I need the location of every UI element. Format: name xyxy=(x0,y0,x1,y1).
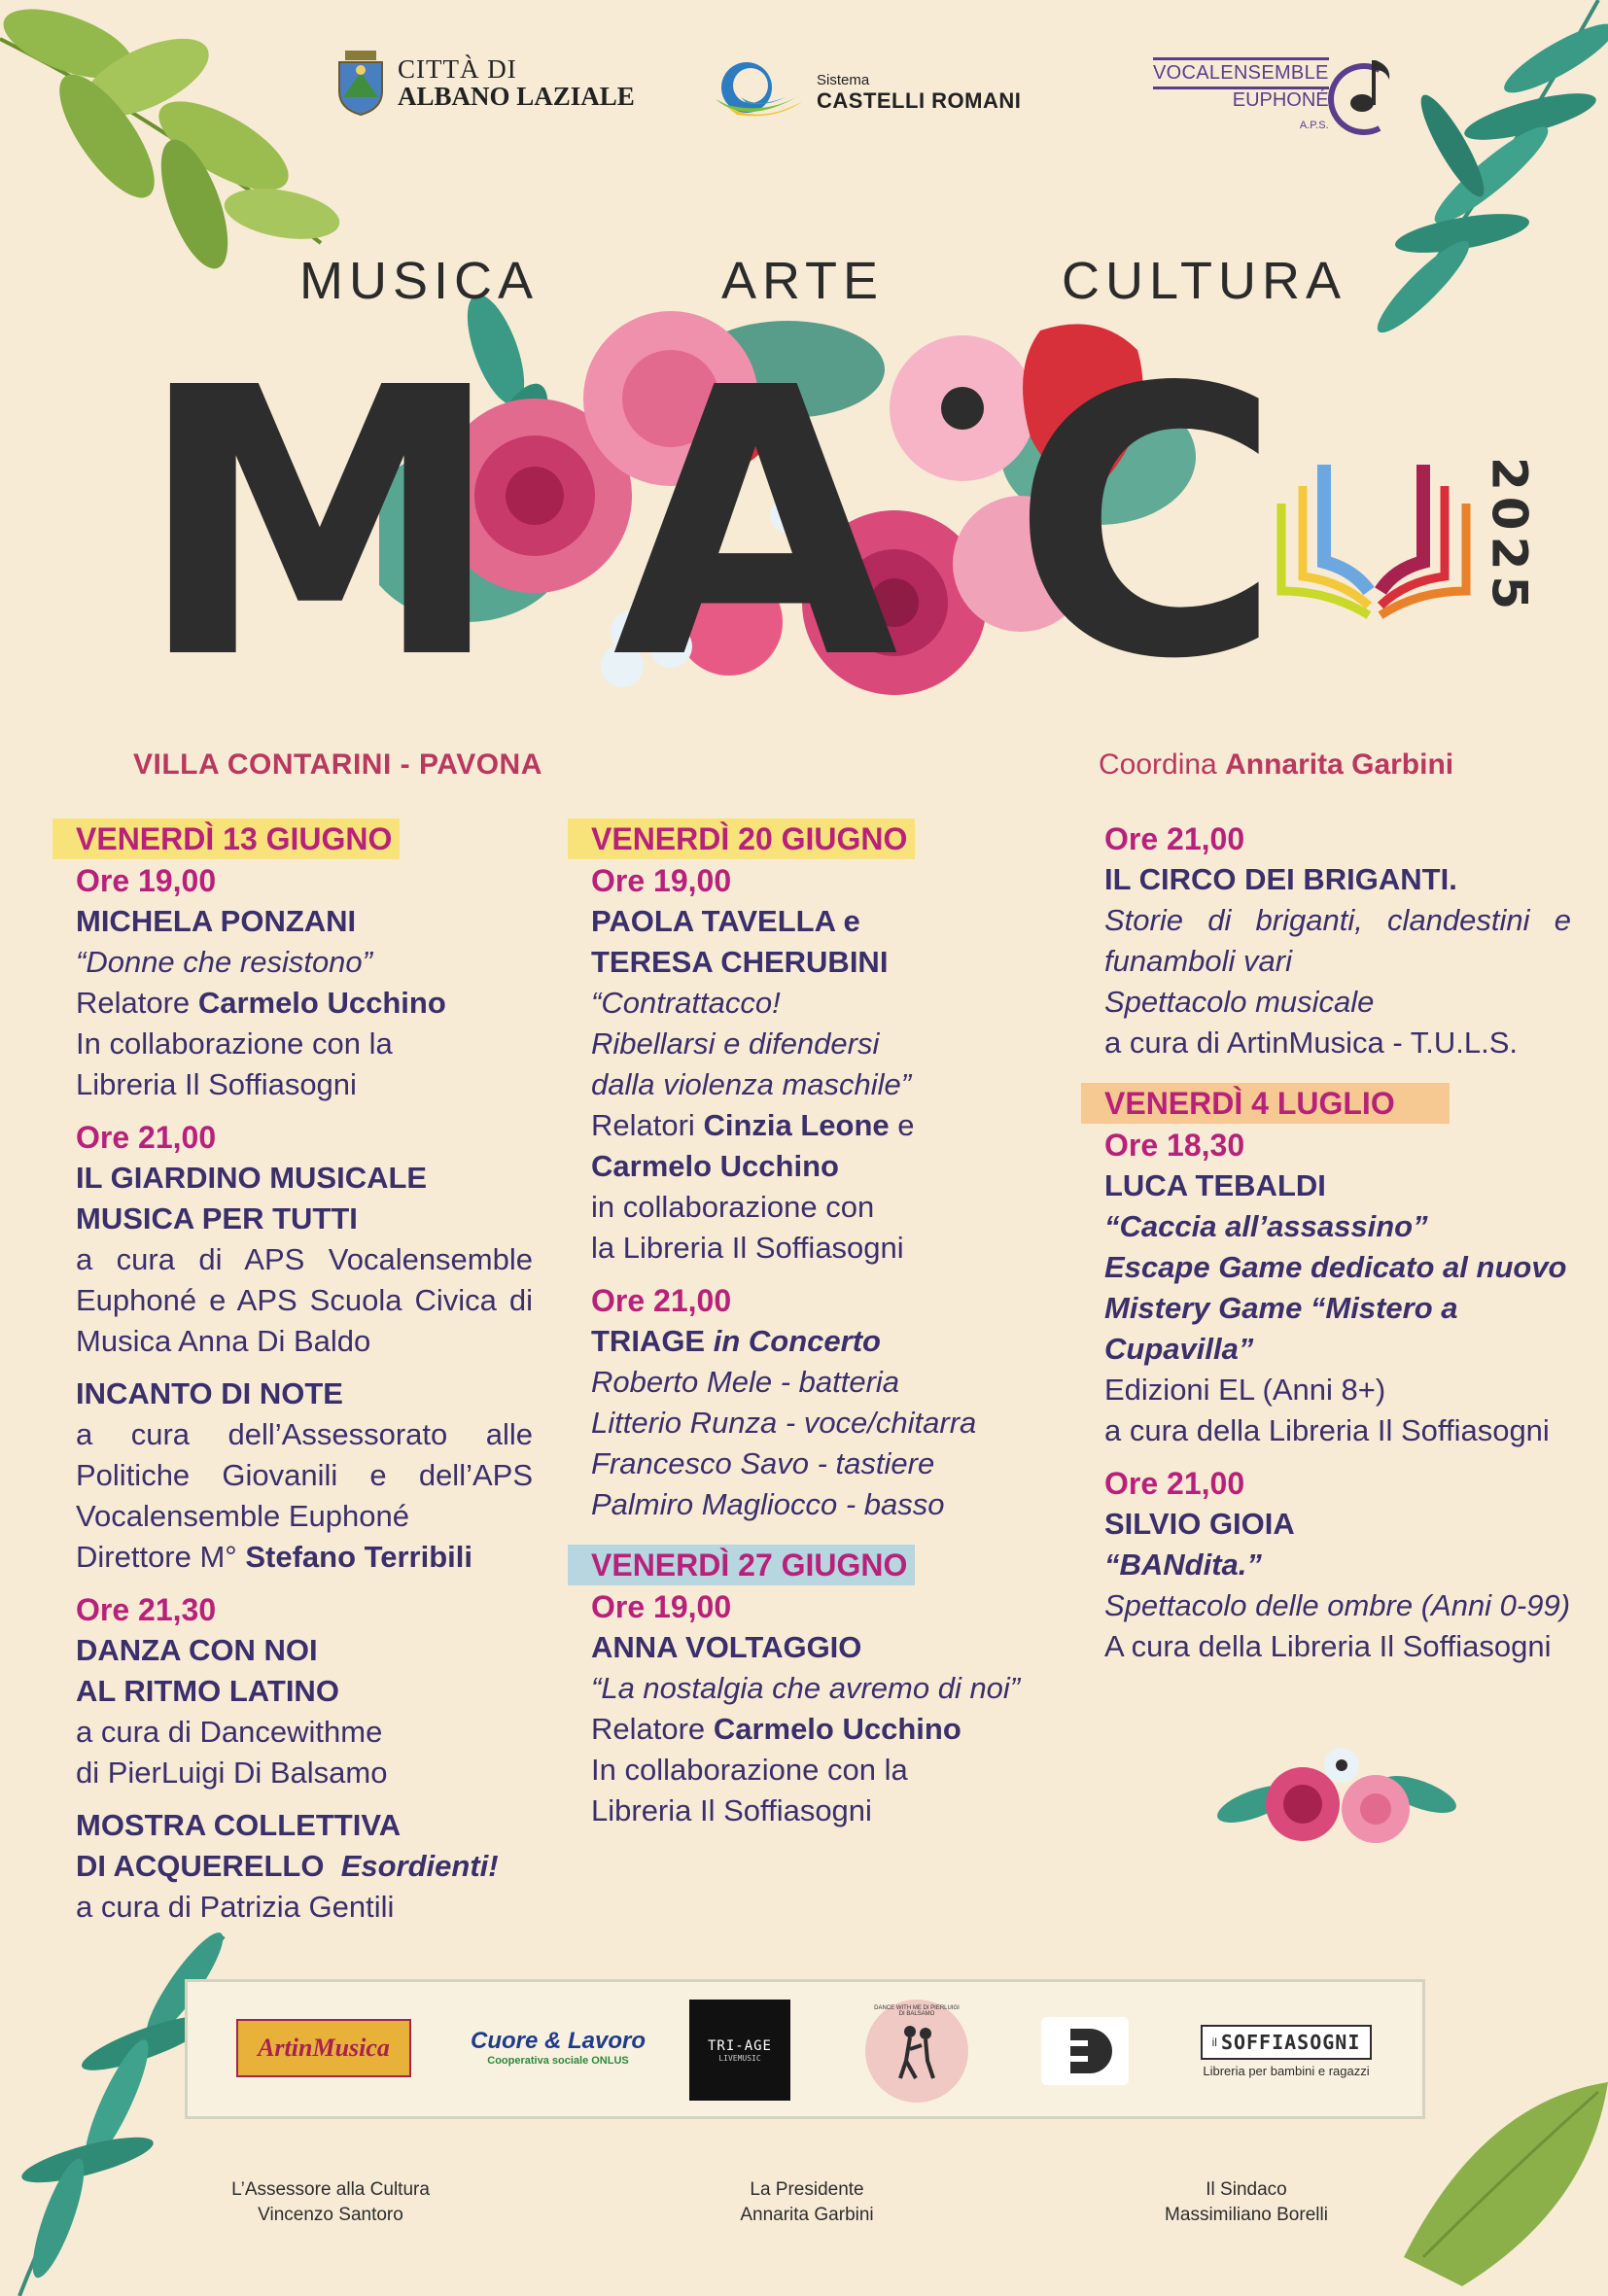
event-title: TERESA CHERUBINI xyxy=(591,945,889,979)
event-speaker xyxy=(591,1709,1058,1750)
vocal-line3: A.P.S. xyxy=(1299,120,1329,131)
event-collab: In collaborazione con la xyxy=(76,1026,393,1061)
open-book-icon xyxy=(1272,445,1486,630)
program-column-1 xyxy=(76,818,533,1928)
sistema-line2: CASTELLI ROMANI xyxy=(817,87,1022,113)
event-subtitle: funamboli vari xyxy=(1104,944,1292,978)
band-member: Roberto Mele - batteria xyxy=(591,1365,900,1399)
event-subtitle: Spettacolo musicale xyxy=(1104,985,1375,1019)
cuore-lavoro-logo xyxy=(466,2015,650,2079)
event-title: IL GIARDINO MUSICALE xyxy=(76,1161,428,1195)
tagline-musica: MUSICA xyxy=(299,252,540,310)
speaker-name: Cinzia Leone xyxy=(703,1108,890,1142)
signature-assessore xyxy=(185,2177,476,2228)
day-heading: VENERDÌ 27 GIUGNO xyxy=(568,1545,915,1585)
event-subtitle: Escape Game dedicato al nuovo xyxy=(1104,1250,1567,1284)
dance-circle xyxy=(865,2000,968,2103)
event-title: LUCA TEBALDI xyxy=(1104,1168,1326,1202)
tagline-arte: ARTE xyxy=(721,252,885,310)
event-subtitle: Spettacolo delle ombre (Anni 0-99) xyxy=(1104,1588,1571,1622)
event-time: Ore 19,00 xyxy=(76,863,217,898)
director-name: Stefano Terribili xyxy=(245,1540,473,1574)
castelli-swirl-icon xyxy=(708,58,805,126)
signature-sindaco xyxy=(1101,2177,1392,2228)
partner-logo-d xyxy=(1031,2007,1138,2095)
event-subtitle: “BANdita.” xyxy=(1104,1548,1262,1582)
speaker-prefix: Relatori xyxy=(591,1108,695,1142)
event-desc: Vocalensemble Euphoné xyxy=(76,1499,409,1533)
day-heading: VENERDÌ 20 GIUGNO xyxy=(568,818,915,859)
signature-name: Massimiliano Borelli xyxy=(1165,2205,1328,2225)
soffi-subtext: Libreria per bambini e ragazzi xyxy=(1203,2063,1370,2078)
event-desc: a cura di APS Vocalensemble xyxy=(76,1242,533,1276)
speaker-and: e xyxy=(897,1108,915,1142)
city-crest-icon xyxy=(335,49,386,117)
event-title: MICHELA PONZANI xyxy=(76,904,357,938)
title-letter-a: A xyxy=(612,309,899,740)
event-desc: a cura dell’Assessorato alle xyxy=(76,1417,533,1451)
event-subtitle: dalla violenza maschile” xyxy=(591,1067,912,1101)
event-time: Ore 19,00 xyxy=(591,863,732,898)
soffi-pre: il xyxy=(1211,2035,1217,2049)
sistema-castelli-romani-logo xyxy=(708,58,1021,126)
event-desc: a cura di Patrizia Gentili xyxy=(76,1890,395,1924)
exhibit-title: DI ACQUERELLO xyxy=(76,1849,325,1883)
triage-text: TRI-AGE xyxy=(707,2037,772,2054)
event-desc: a cura di ArtinMusica - T.U.L.S. xyxy=(1104,1026,1518,1060)
event-time: Ore 19,00 xyxy=(591,1589,732,1624)
albano-line2: ALBANO LAZIALE xyxy=(398,82,635,111)
program-column-2 xyxy=(591,818,1058,1831)
event-time: Ore 21,00 xyxy=(591,1283,732,1318)
event-desc: a cura della Libreria Il Soffiasogni xyxy=(1104,1413,1550,1447)
albano-line1: CITTÀ DI xyxy=(398,53,517,84)
event-desc: Euphoné e APS Scuola Civica di xyxy=(76,1283,533,1317)
director-prefix: Direttore M° xyxy=(76,1540,237,1574)
event-desc: A cura della Libreria Il Soffiasogni xyxy=(1104,1629,1552,1663)
event-title: INCANTO DI NOTE xyxy=(76,1376,343,1410)
event-title: IL CIRCO DEI BRIGANTI. xyxy=(1104,862,1457,896)
year-2025: 2025 xyxy=(1481,457,1538,616)
event-collab: In collaborazione con la xyxy=(591,1753,908,1787)
band-name: TRIAGE xyxy=(591,1324,706,1358)
vocalensemble-euphone-logo xyxy=(1153,51,1399,138)
event-title: MOSTRA COLLETTIVA xyxy=(76,1808,402,1842)
event-desc: a cura di Dancewithme xyxy=(76,1715,383,1749)
signature-role: La Presidente xyxy=(750,2179,864,2200)
band-member: Litterio Runza - voce/chitarra xyxy=(591,1406,977,1440)
signature-name: Annarita Garbini xyxy=(740,2205,874,2225)
event-time: Ore 21,00 xyxy=(1104,821,1245,856)
event-time: Ore 21,30 xyxy=(76,1592,217,1627)
cuore-subtext: Cooperativa sociale ONLUS xyxy=(487,2055,629,2067)
event-speakers xyxy=(591,1105,1058,1146)
event-title xyxy=(591,1321,1058,1362)
albano-laziale-logo xyxy=(335,49,635,117)
event-director xyxy=(76,1537,533,1578)
title-letter-c: C xyxy=(1011,309,1282,740)
event-title: PAOLA TAVELLA e xyxy=(591,904,860,938)
coordinator-name: Annarita Garbini xyxy=(1225,748,1454,781)
event-time: Ore 21,00 xyxy=(1104,1466,1245,1501)
soffi-text: SOFFIASOGNI xyxy=(1220,2030,1361,2054)
event-time: Ore 18,30 xyxy=(1104,1128,1245,1163)
band-tag: in Concerto xyxy=(713,1324,881,1358)
speaker-prefix: Relatore xyxy=(591,1712,706,1746)
vocal-line2: EUPHONÉ xyxy=(1232,89,1329,111)
event-collab: Libreria Il Soffiasogni xyxy=(591,1793,872,1827)
event-collab: in collaborazione con xyxy=(591,1190,875,1224)
leaf-branch-top-left xyxy=(0,0,350,292)
speaker-name: Carmelo Ucchino xyxy=(197,986,446,1020)
signature-role: Il Sindaco xyxy=(1206,2179,1287,2200)
coordinator-prefix: Coordina xyxy=(1099,748,1217,781)
band-member: Francesco Savo - tastiere xyxy=(591,1446,935,1480)
event-title: MUSICA PER TUTTI xyxy=(76,1201,358,1235)
dancers-icon xyxy=(892,2022,941,2080)
signature-presidente xyxy=(661,2177,953,2228)
signature-name: Vincenzo Santoro xyxy=(258,2205,403,2225)
triage-subtext: LIVEMUSIC xyxy=(718,2053,761,2063)
artinmusica-text: ArtinMusica xyxy=(258,2034,390,2062)
location-label: VILLA CONTARINI - PAVONA xyxy=(133,748,542,781)
dancewithme-logo xyxy=(856,2000,977,2103)
event-title xyxy=(76,1846,533,1887)
event-desc: Edizioni EL (Anni 8+) xyxy=(1104,1373,1386,1407)
event-collab: la Libreria Il Soffiasogni xyxy=(591,1231,904,1265)
partner-d-icon xyxy=(1041,2017,1129,2085)
signature-role: L’Assessore alla Cultura xyxy=(231,2179,430,2200)
sponsor-strip xyxy=(185,1979,1425,2119)
event-title: SILVIO GIOIA xyxy=(1104,1507,1295,1541)
exhibit-tag: Esordienti! xyxy=(340,1849,499,1883)
event-subtitle: “Caccia all’assassino” xyxy=(1104,1209,1428,1243)
day-heading: VENERDÌ 13 GIUGNO xyxy=(52,818,400,859)
soffiasogni-logo xyxy=(1199,2007,1374,2095)
small-roses-image xyxy=(1215,1736,1458,1862)
speaker-name: Carmelo Ucchino xyxy=(591,1149,839,1183)
event-subtitle: Mistery Game “Mistero a Cupavilla” xyxy=(1104,1291,1458,1366)
music-note-icon xyxy=(1321,51,1399,138)
event-title: DANZA CON NOI xyxy=(76,1633,318,1667)
program-column-3 xyxy=(1104,818,1571,1667)
event-desc: Politiche Giovanili e dell’APS xyxy=(76,1458,533,1492)
event-subtitle: Ribellarsi e difendersi xyxy=(591,1026,880,1061)
event-desc: Musica Anna Di Baldo xyxy=(76,1324,371,1358)
event-title: ANNA VOLTAGGIO xyxy=(591,1630,862,1664)
vocal-line1: VOCALENSEMBLE xyxy=(1153,57,1329,89)
sistema-line1: Sistema xyxy=(817,71,870,88)
event-subtitle: “La nostalgia che avremo di noi” xyxy=(591,1671,1021,1705)
speaker-prefix: Relatore xyxy=(76,986,191,1020)
speaker-name: Carmelo Ucchino xyxy=(713,1712,961,1746)
leaf-branch-top-right xyxy=(1365,0,1608,350)
band-member: Palmiro Magliocco - basso xyxy=(591,1487,945,1521)
event-collab: Libreria Il Soffiasogni xyxy=(76,1067,357,1101)
coordinator-line xyxy=(1099,748,1453,782)
event-subtitle: “Donne che resistono” xyxy=(76,945,372,979)
event-time: Ore 21,00 xyxy=(76,1120,217,1155)
triage-logo xyxy=(689,2000,790,2101)
tagline-cultura: CULTURA xyxy=(1062,252,1347,310)
event-subtitle: “Contrattacco! xyxy=(591,986,781,1020)
event-speaker xyxy=(76,983,533,1024)
cuore-text: Cuore & Lavoro xyxy=(470,2028,647,2054)
day-heading: VENERDÌ 4 LUGLIO xyxy=(1081,1083,1450,1124)
artinmusica-logo xyxy=(236,2019,411,2077)
event-title: AL RITMO LATINO xyxy=(76,1674,339,1708)
event-desc: di PierLuigi Di Balsamo xyxy=(76,1756,388,1790)
title-letter-m: M xyxy=(136,309,505,740)
dance-text: DANCE WITH ME DI PIERLUIGI DI BALSAMO xyxy=(874,2005,960,2017)
event-subtitle: Storie di briganti, clandestini e xyxy=(1104,903,1571,937)
